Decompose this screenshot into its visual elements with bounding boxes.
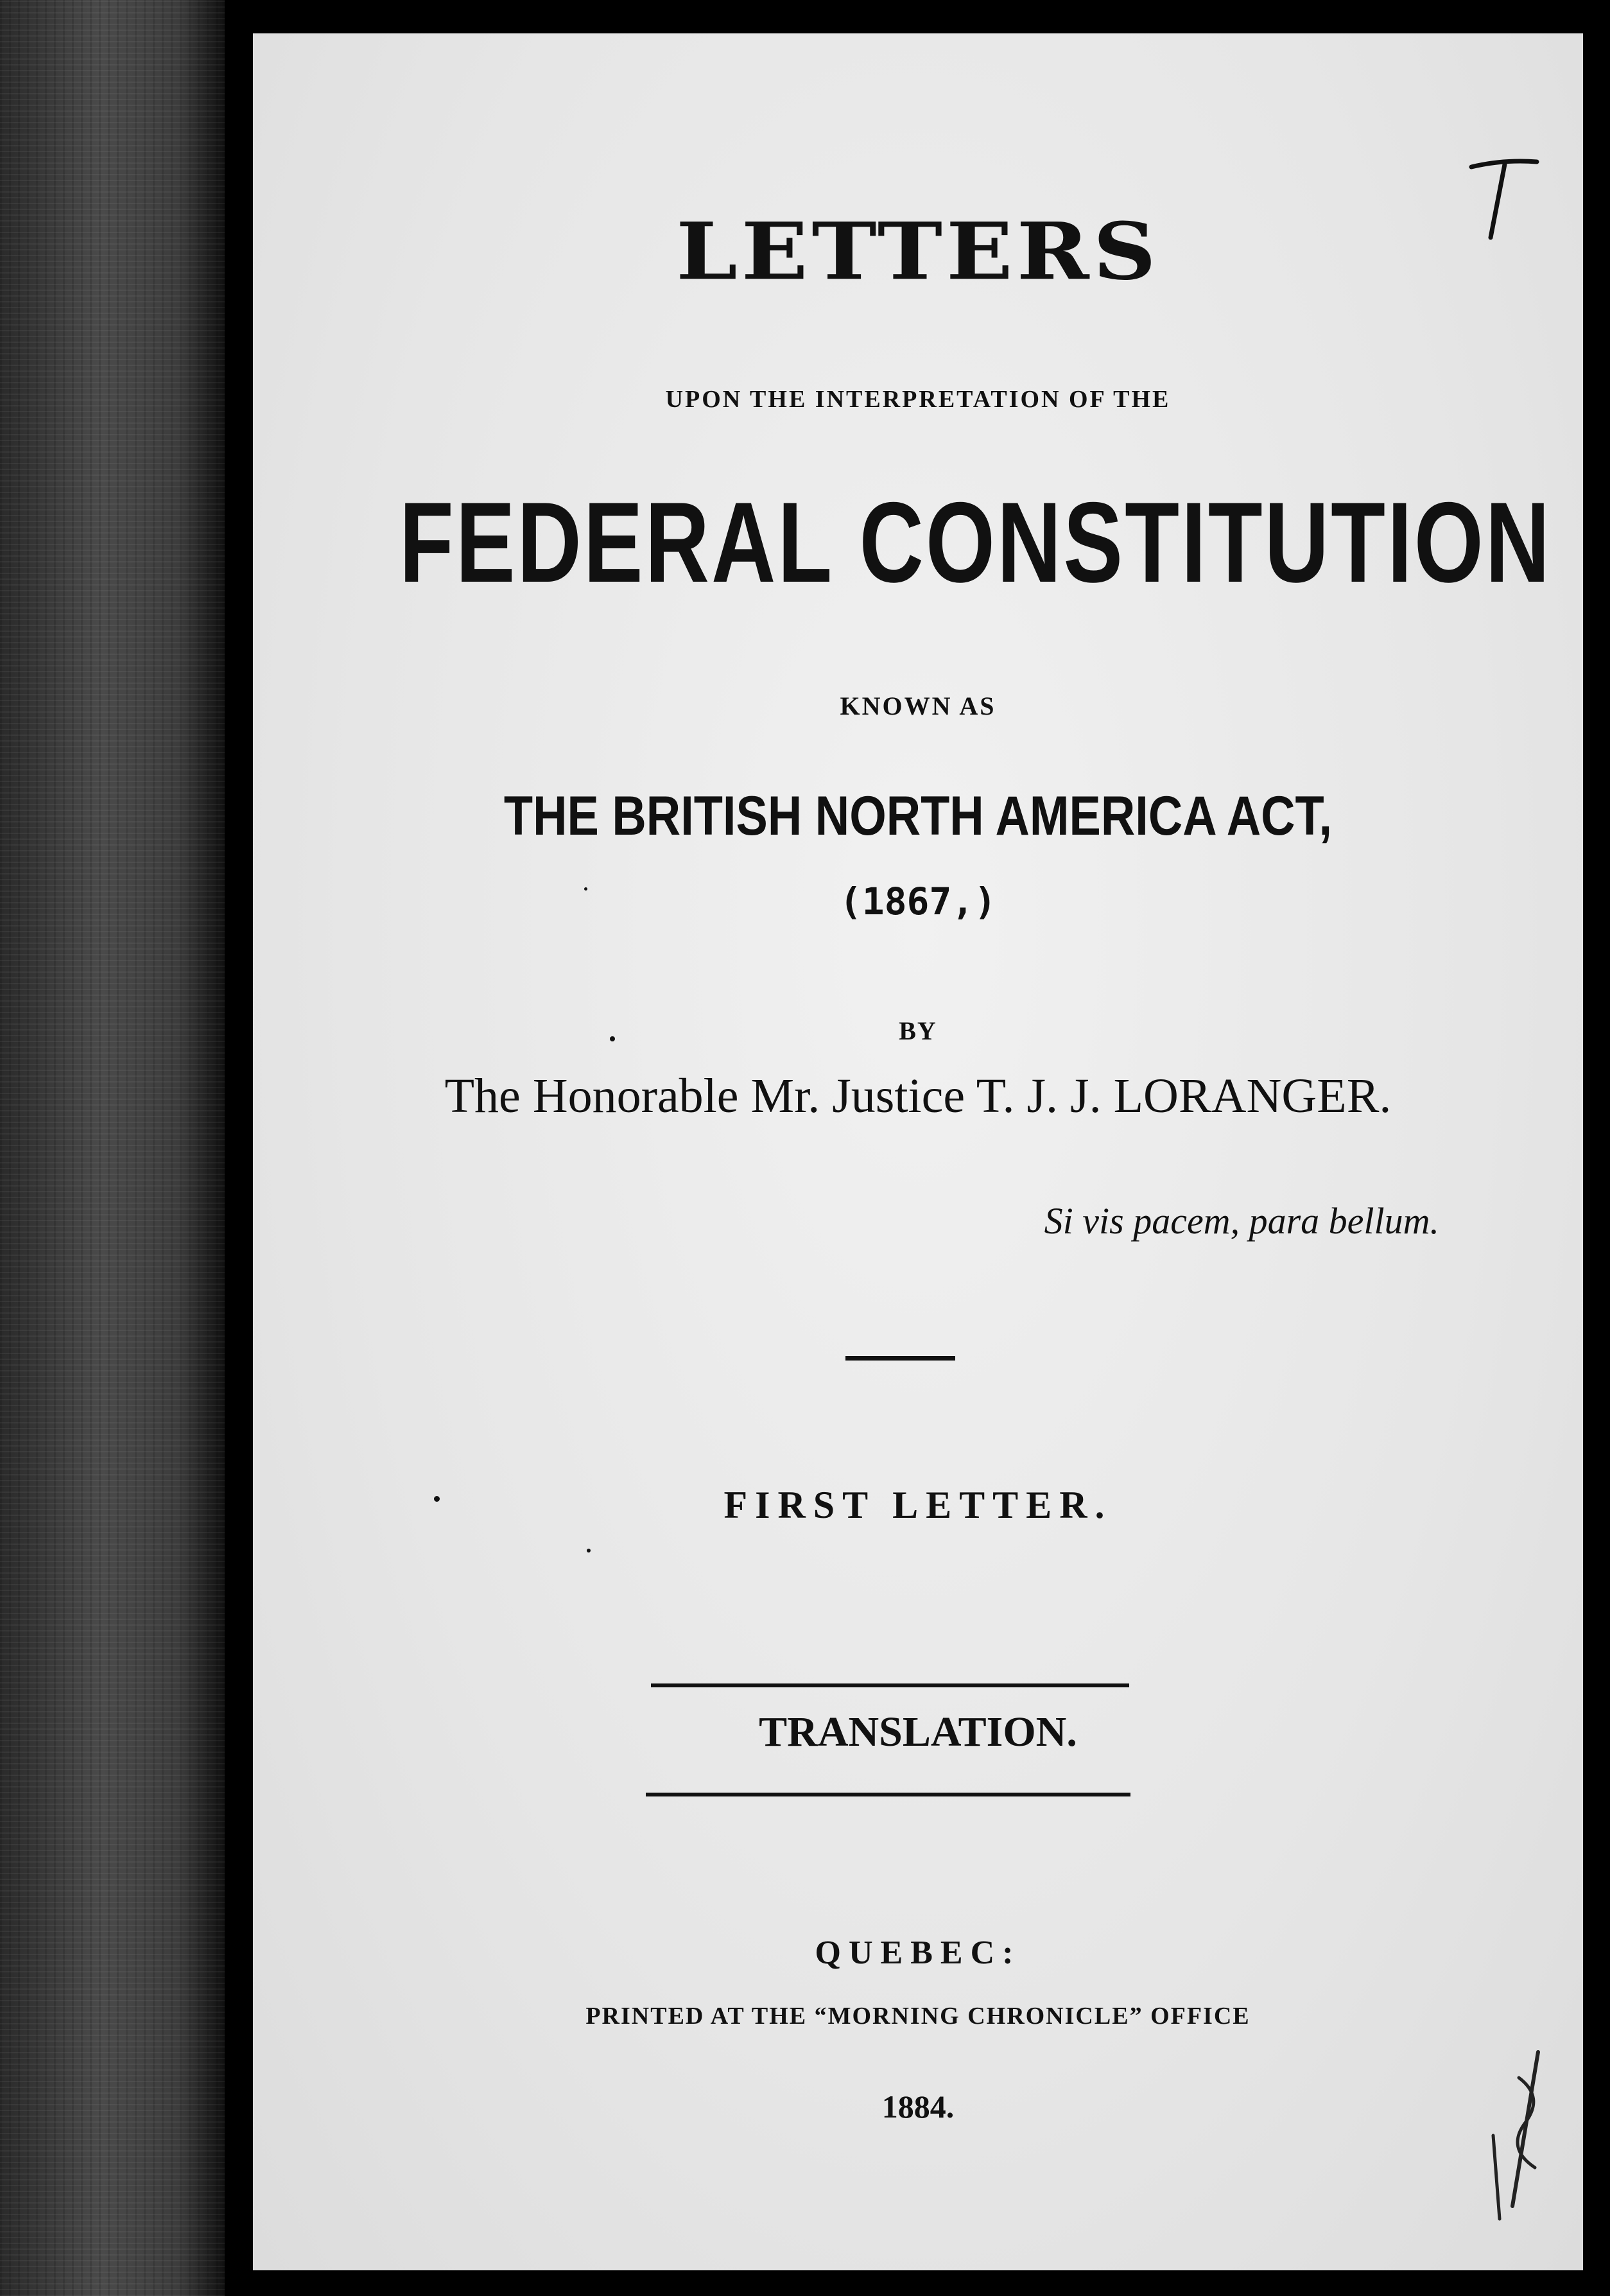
title-letters: LETTERS xyxy=(676,205,1160,298)
title-page xyxy=(253,33,1583,2270)
publication-year: 1884. xyxy=(881,2089,955,2125)
ink-speck xyxy=(610,1036,615,1041)
ink-speck xyxy=(587,1549,591,1552)
main-title: FEDERAL CONSTITUTION xyxy=(399,478,1552,606)
divider-bottom xyxy=(646,1793,1130,1796)
latin-epigraph: Si vis pacem, para bellum. xyxy=(1044,1200,1439,1242)
subtitle-prefix: UPON THE INTERPRETATION OF THE xyxy=(665,386,1171,413)
by-label: BY xyxy=(899,1016,937,1045)
act-name: THE BRITISH NORTH AMERICA ACT, xyxy=(503,785,1333,847)
author-line: The Honorable Mr. Justice T. J. J. LORANGER. xyxy=(444,1069,1392,1123)
act-year: (1867,) xyxy=(839,880,997,923)
letter-number: FIRST LETTER. xyxy=(723,1484,1112,1526)
book-binding xyxy=(0,0,225,2296)
ink-speck xyxy=(584,887,587,891)
printer-line: PRINTED AT THE “MORNING CHRONICLE” OFFICE xyxy=(585,2003,1251,2030)
translation-label: TRANSLATION. xyxy=(759,1709,1077,1755)
publication-place: QUEBEC: xyxy=(815,1935,1021,1971)
handwritten-corner-scribble xyxy=(1474,2039,1564,2232)
short-divider xyxy=(845,1356,955,1361)
known-as-label: KNOWN AS xyxy=(840,691,996,720)
ink-speck xyxy=(434,1496,440,1502)
divider-top xyxy=(651,1683,1129,1687)
